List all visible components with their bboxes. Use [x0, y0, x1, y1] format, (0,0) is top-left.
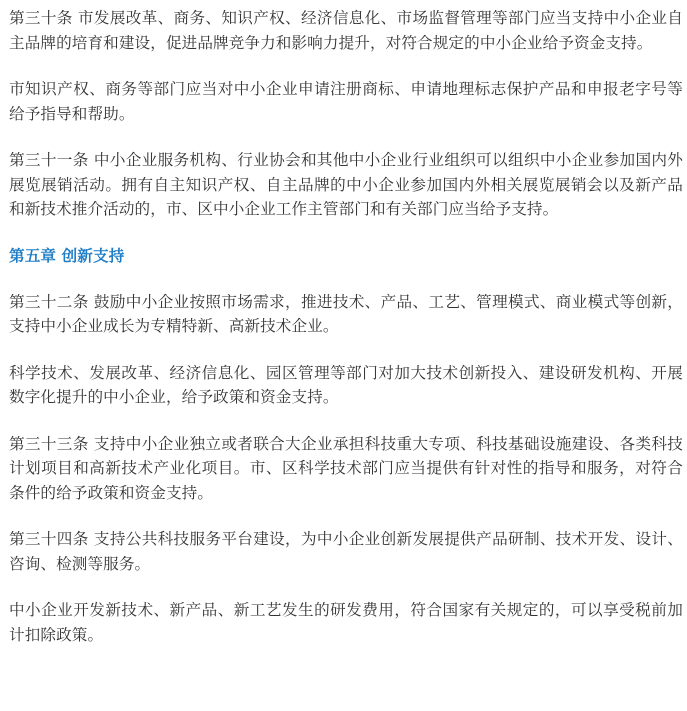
article-34-paragraph: 第三十四条 支持公共科技服务平台建设，为中小企业创新发展提供产品研制、技术开发、设计、咨询、检测等服务。 — [9, 530, 683, 573]
chapter-heading: 第五章 创新支持 — [9, 246, 125, 265]
rd-deduction-paragraph: 中小企业开发新技术、新产品、新工艺发生的研发费用，符合国家有关规定的，可以享受税前加计扣除政策。 — [9, 601, 683, 644]
article-32-paragraph: 第三十二条 鼓励中小企业按照市场需求，推进技术、产品、工艺、管理模式、商业模式等创新，支持中小企业成长为专精特新、高新技术企业。 — [9, 292, 683, 335]
article-33-paragraph: 第三十三条 支持中小企业独立或者联合大企业承担科技重大专项、科技基础设施建设、各类科技计划项目和高新技术产业化项目。市、区科学技术部门应当提供有针对性的指导和服务，对符合条件的给予政策和资金支持。 — [9, 434, 683, 502]
innovation-support-paragraph: 科学技术、发展改革、经济信息化、园区管理等部门对加大技术创新投入、建设研发机构、开展数字化提升的中小企业，给予政策和资金支持。 — [9, 363, 683, 406]
article-30-paragraph: 第三十条 市发展改革、商务、知识产权、经济信息化、市场监督管理等部门应当支持中小企业自主品牌的培育和建设，促进品牌竞争力和影响力提升，对符合规定的中小企业给予资金支持。 — [9, 9, 683, 52]
article-31-paragraph: 第三十一条 中小企业服务机构、行业协会和其他中小企业行业组织可以组织中小企业参加国内外展览展销活动。拥有自主知识产权、自主品牌的中小企业参加国内外相关展览展销会以及新产品和新技术推介活动的，市、区中小企业工作主管部门和有关部门应当给予支持。 — [9, 151, 683, 218]
trademark-guidance-paragraph: 市知识产权、商务等部门应当对中小企业申请注册商标、申请地理标志保护产品和申报老字号等给予指导和帮助。 — [9, 80, 683, 123]
